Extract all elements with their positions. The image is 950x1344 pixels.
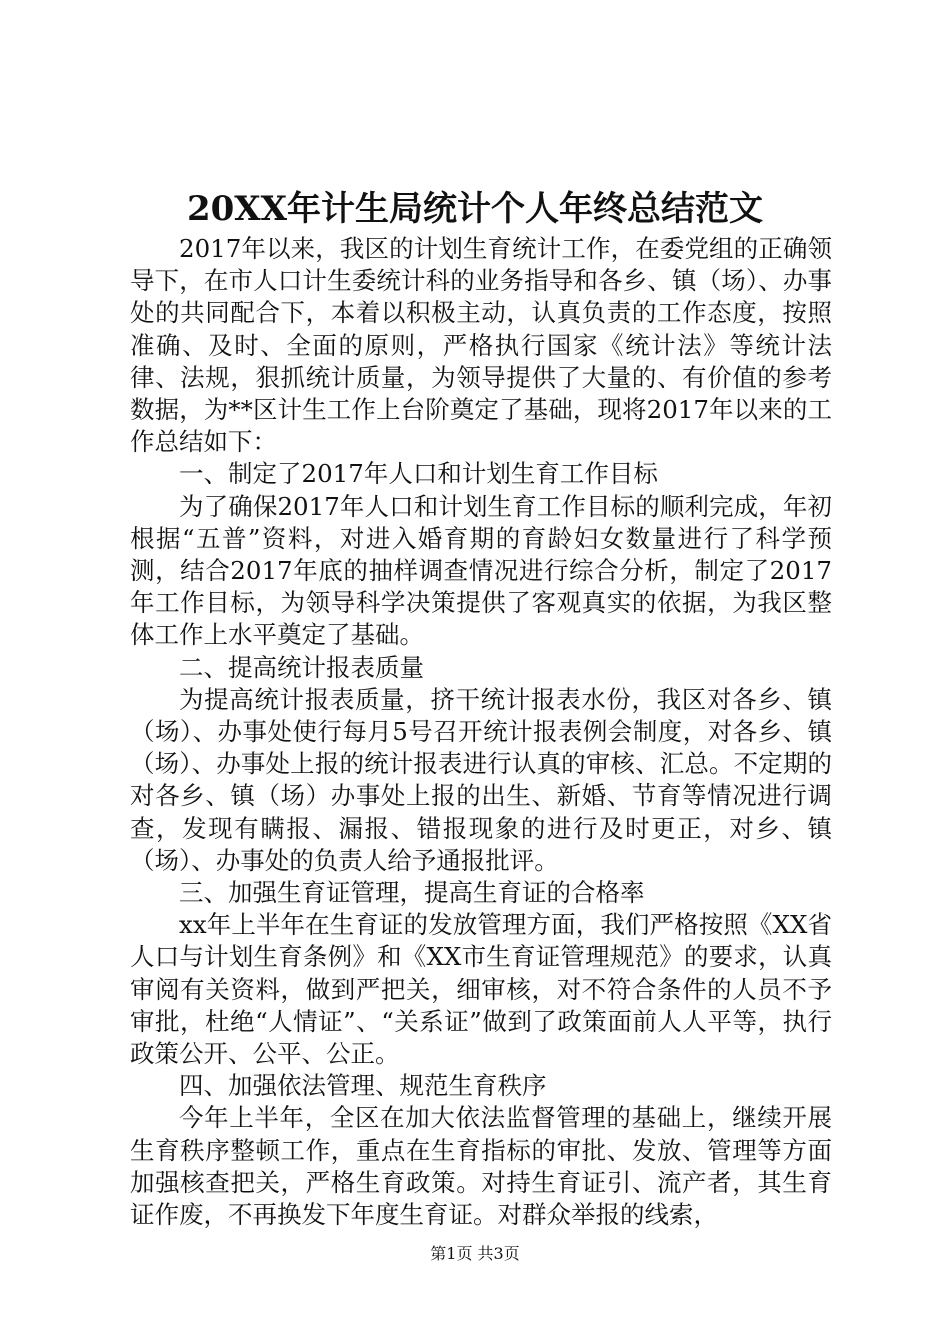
document-title: 20XX年计生局统计个人年终总结范文	[186, 189, 764, 229]
document-body	[130, 233, 832, 1231]
page-number-footer: 第1页 共3页	[430, 1244, 520, 1263]
paragraph-section-3: xx年上半年在生育证的发放管理方面，我们严格按照《XX省人口与计划生育条例》和《XX市生育证管理规范》的要求，认真审阅有关资料，做到严把关，细审核，对不符合条件的人员不予审批，杜绝“人情证”、“关系证”做到了政策面前人人平等，执行政策公开、公平、公正。	[130, 910, 832, 1069]
paragraph-section-1: 为了确保2017年人口和计划生育工作目标的顺利完成，年初根据“五普”资料，对进入婚育期的育龄妇女数量进行了科学预测，结合2017年底的抽样调查情况进行综合分析，制定了2017年工作目标，为领导科学决策提供了客观真实的依据，为我区整体工作上水平奠定了基础。	[130, 491, 832, 650]
section-heading-4: 四、加强依法管理、规范生育秩序	[179, 1071, 547, 1101]
section-heading-3: 三、加强生育证管理，提高生育证的合格率	[179, 878, 645, 908]
paragraph-section-4: 今年上半年，全区在加大依法监督管理的基础上，继续开展生育秩序整顿工作，重点在生育指标的审批、发放、管理等方面加强核查把关，严格生育政策。对持生育证引、流产者，其生育证作废，不再换发下年度生育证。对群众举报的线索，	[130, 1103, 832, 1230]
paragraph-section-2: 为提高统计报表质量，挤干统计报表水份，我区对各乡、镇（场）、办事处使行每月5号召开统计报表例会制度，对各乡、镇（场）、办事处上报的统计报表进行认真的审核、汇总。不定期的对各乡、镇（场）办事处上报的出生、新婚、节育等情况进行调查，发现有瞒报、漏报、错报现象的进行及时更正，对乡、镇（场）、办事处的负责人给予通报批评。	[130, 684, 832, 875]
paragraph-intro: 2017年以来，我区的计划生育统计工作，在委党组的正确领导下，在市人口计生委统计科的业务指导和各乡、镇（场）、办事处的共同配合下，本着以积极主动，认真负责的工作态度，按照准确、及时、全面的原则，严格执行国家《统计法》等统计法律、法规，狠抓统计质量，为领导提供了大量的、有价值的参考数据，为**区计生工作上台阶奠定了基础，现将2017年以来的工作总结如下：	[130, 234, 832, 457]
section-heading-1: 一、制定了2017年人口和计划生育工作目标	[179, 459, 658, 489]
section-heading-2: 二、提高统计报表质量	[179, 652, 424, 682]
